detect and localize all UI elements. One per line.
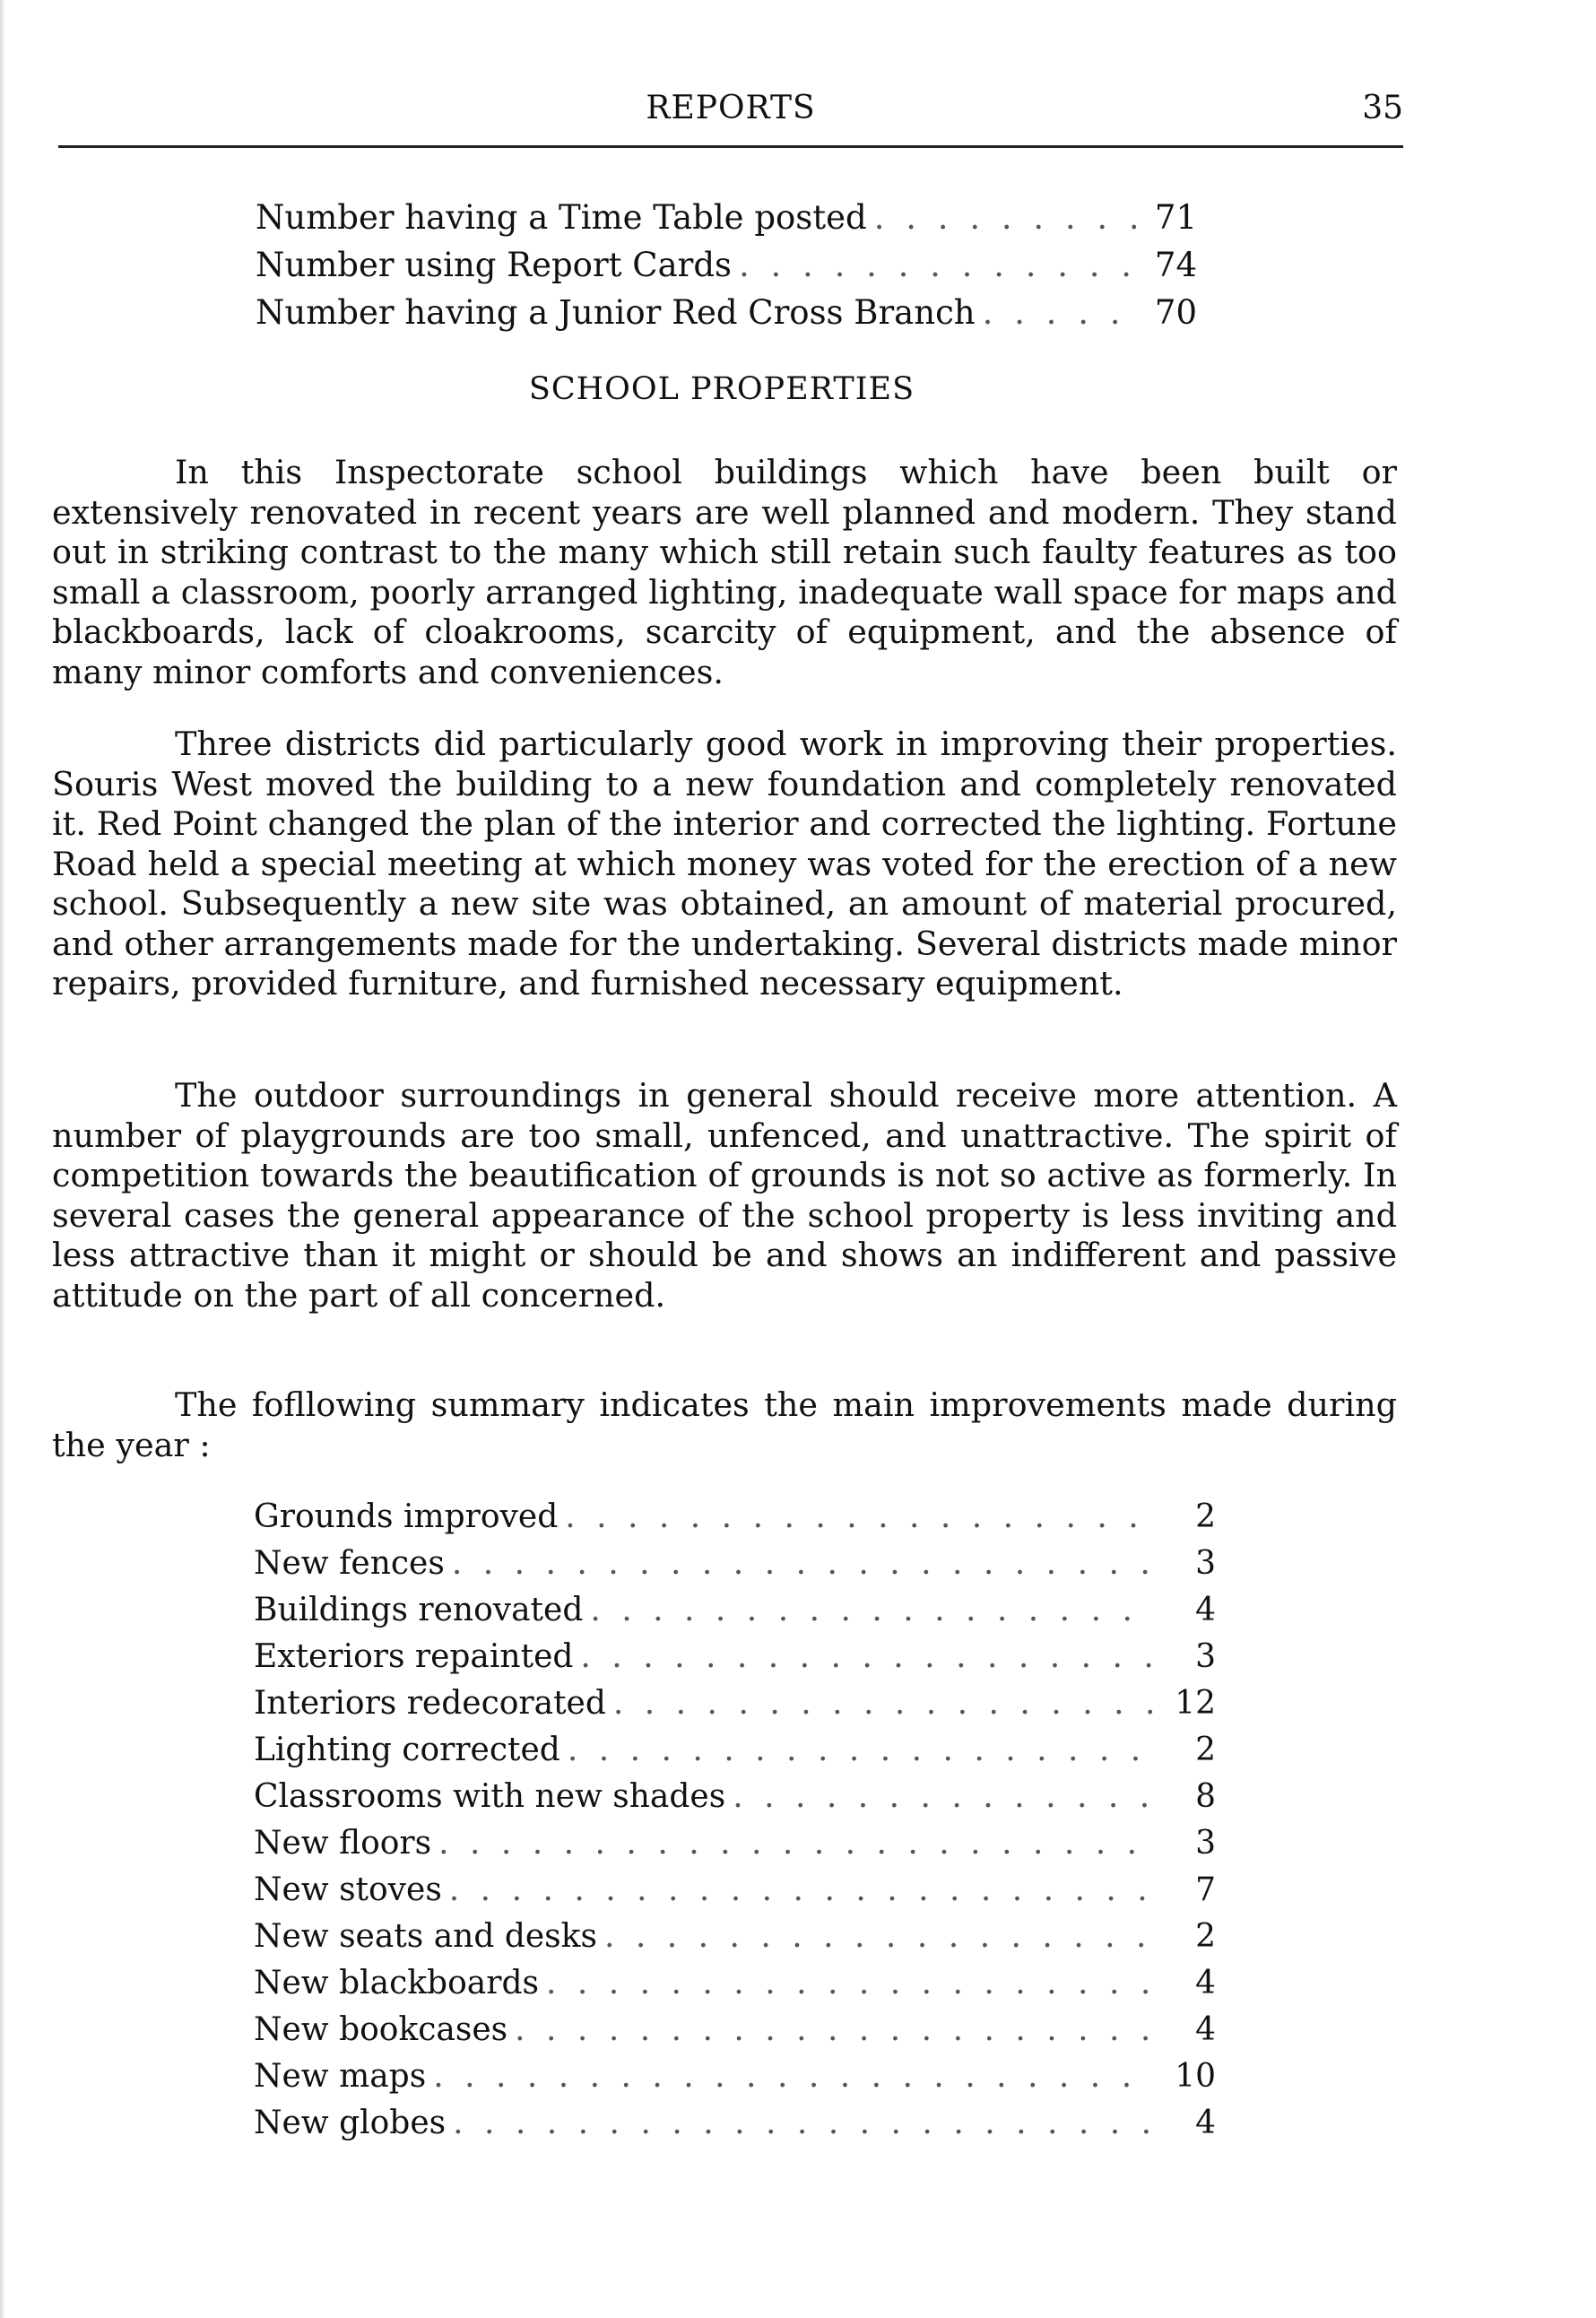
improvement-label: New seats and desks bbox=[254, 1918, 597, 1955]
improvement-label: New fences bbox=[254, 1545, 445, 1582]
dot-leader bbox=[438, 1820, 1155, 1867]
improvement-row bbox=[254, 1867, 1216, 1914]
dot-leader bbox=[580, 1634, 1155, 1680]
dot-leader bbox=[590, 1587, 1155, 1634]
improvement-row bbox=[254, 1727, 1216, 1774]
paragraph: Three districts did particularly good work in improving their properties. Souris West moved the building to a new foundation and completely renovated it. Red Point changed the plan of the interior and corrected the lighting. Fortune Road held a special meeting at which money was voted for the erection of a new school. Subsequently a new site was obtained, an amount of material procured, and other arrangements made for the undertaking. Several districts made minor repairs, provided furniture, and furnished necessary equipment. bbox=[52, 725, 1397, 1003]
improvement-value: 4 bbox=[1195, 1965, 1216, 2001]
dot-leader bbox=[433, 2053, 1155, 2100]
dot-leader bbox=[449, 1867, 1155, 1914]
dot-leader bbox=[452, 1541, 1155, 1587]
page-header bbox=[58, 90, 1403, 143]
improvement-value: 3 bbox=[1195, 1638, 1216, 1675]
dot-leader bbox=[565, 1494, 1155, 1541]
paragraph: In this Inspectorate school buildings which have been built or extensively renovated in recent years are well planned and modern. They stand out in striking contrast to the many which still retain such faulty features as too small a classroom, poorly arranged lighting, inadequate wall space for maps and blackboards, lack of cloakrooms, scarcity of equipment, and the absence of many minor comforts and conveniences. bbox=[52, 453, 1397, 691]
improvement-value: 4 bbox=[1195, 2105, 1216, 2141]
dot-leader bbox=[739, 241, 1136, 289]
dot-leader bbox=[453, 2100, 1155, 2147]
stat-label: Number having a Junior Red Cross Branch bbox=[256, 293, 976, 332]
improvement-row bbox=[254, 1541, 1216, 1587]
improvement-row bbox=[254, 1680, 1216, 1727]
improvement-label: New stoves bbox=[254, 1871, 442, 1908]
improvements-list bbox=[254, 1494, 1216, 2147]
improvement-row bbox=[254, 1587, 1216, 1634]
improvement-row bbox=[254, 1960, 1216, 2007]
improvement-value: 7 bbox=[1195, 1871, 1216, 1908]
stat-value: 74 bbox=[1154, 246, 1197, 284]
stat-row bbox=[256, 194, 1197, 241]
improvement-row bbox=[254, 1774, 1216, 1820]
dot-leader bbox=[546, 1960, 1155, 2007]
stat-label: Number having a Time Table posted bbox=[256, 198, 867, 237]
dot-leader bbox=[568, 1727, 1155, 1774]
improvement-value: 12 bbox=[1175, 1685, 1216, 1722]
running-title: REPORTS bbox=[646, 90, 816, 126]
improvement-label: Lighting corrected bbox=[254, 1732, 560, 1768]
improvement-value: 8 bbox=[1195, 1778, 1216, 1815]
improvement-row bbox=[254, 1634, 1216, 1680]
dot-leader bbox=[874, 194, 1136, 241]
improvement-label: New bookcases bbox=[254, 2011, 508, 2048]
improvement-row bbox=[254, 1914, 1216, 1960]
dot-leader bbox=[604, 1914, 1155, 1960]
school-stats-list bbox=[256, 194, 1197, 336]
improvement-row bbox=[254, 2007, 1216, 2053]
stat-label: Number using Report Cards bbox=[256, 246, 733, 284]
improvement-label: Grounds improved bbox=[254, 1498, 559, 1535]
improvement-label: Classrooms with new shades bbox=[254, 1778, 726, 1815]
page-number: 35 bbox=[1362, 90, 1403, 126]
improvement-value: 2 bbox=[1195, 1918, 1216, 1955]
improvement-row bbox=[254, 2053, 1216, 2100]
improvement-label: New globes bbox=[254, 2105, 447, 2141]
improvement-value: 3 bbox=[1195, 1825, 1216, 1862]
improvement-row bbox=[254, 2100, 1216, 2147]
dot-leader bbox=[983, 289, 1136, 336]
improvement-value: 3 bbox=[1195, 1545, 1216, 1582]
dot-leader bbox=[515, 2007, 1155, 2053]
improvement-label: New floors bbox=[254, 1825, 432, 1862]
paragraph: The fofllowing summary indicates the main improvements made during the year : bbox=[52, 1385, 1397, 1464]
improvement-row bbox=[254, 1820, 1216, 1867]
dot-leader bbox=[733, 1774, 1155, 1820]
dot-leader bbox=[613, 1680, 1155, 1727]
improvement-label: Exteriors repainted bbox=[254, 1638, 574, 1675]
improvement-value: 10 bbox=[1175, 2058, 1216, 2095]
header-rule bbox=[58, 145, 1403, 148]
stat-row bbox=[256, 241, 1197, 289]
improvement-value: 2 bbox=[1195, 1498, 1216, 1535]
stat-value: 71 bbox=[1154, 198, 1197, 237]
page-edge-shadow bbox=[0, 0, 5, 2318]
improvement-label: Interiors redecorated bbox=[254, 1685, 606, 1722]
improvement-label: New maps bbox=[254, 2058, 427, 2095]
paragraph: The outdoor surroundings in general should receive more attention. A number of playgrounds are too small, unfenced, and unattractive. The spirit of competition towards the beautification of grounds is not so active as formerly. In several cases the general appearance of the school property is less inviting and less attractive than it might or should be and shows an indifferent and passive attitude on the part of all concerned. bbox=[52, 1076, 1397, 1315]
improvement-label: New blackboards bbox=[254, 1965, 539, 2001]
improvement-value: 2 bbox=[1195, 1732, 1216, 1768]
section-heading: SCHOOL PROPERTIES bbox=[528, 371, 915, 407]
improvement-value: 4 bbox=[1195, 2011, 1216, 2048]
improvement-label: Buildings renovated bbox=[254, 1592, 584, 1628]
improvement-row bbox=[254, 1494, 1216, 1541]
stat-row bbox=[256, 289, 1197, 336]
improvement-value: 4 bbox=[1195, 1592, 1216, 1628]
stat-value: 70 bbox=[1154, 293, 1197, 332]
